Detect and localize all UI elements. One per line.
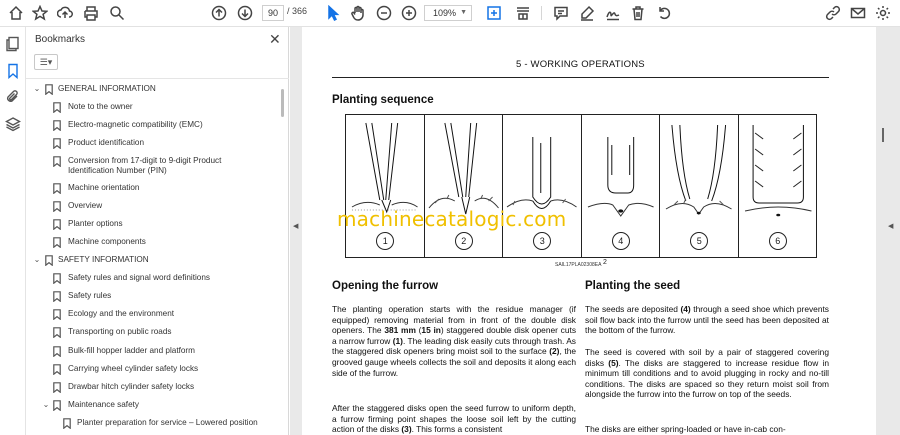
bookmark-flag-icon [63,418,71,429]
figure-step-number: 5 [690,232,708,250]
page-down-icon[interactable] [235,3,255,23]
bookmark-flag-icon [53,138,61,149]
bookmark-label: Machine orientation [68,183,140,192]
bookmark-label: SAFETY INFORMATION [58,255,149,264]
expand-toggle-icon[interactable]: ⌄ [42,400,50,409]
bookmark-item[interactable] [26,291,278,303]
bookmark-item[interactable] [26,400,278,412]
email-icon[interactable] [848,3,868,23]
bookmark-flag-icon [53,183,61,194]
col1-paragraph-1: The planting operation starts with the residue manager (if equipped) removing material from in front of the double disk openers. The 381 mm (15 in) staggered double disk opener cuts a narrow furrow (1). The leading disk easily cuts through trash. As the staggered disk openers bring moist soil to the surface (2), the grooved gauge wheels collects the soil and deposits it along each side of the furrow. [332,304,577,378]
bookmark-item[interactable] [26,382,278,394]
page-up-icon[interactable] [209,3,229,23]
list-options-icon: ☰▾ [39,57,53,67]
zoom-search-icon[interactable] [107,3,127,23]
toolbar [0,0,900,27]
bookmark-label-line-2: Identification Number (PIN) [68,166,167,175]
figure-panel [346,115,425,257]
bookmark-item[interactable] [26,84,278,96]
bookmark-item[interactable] [26,102,278,114]
toolbar-divider [541,6,542,20]
figure-index: 2 [603,259,607,266]
bookmark-label: Conversion from 17-digit to 9-digit Product [68,156,222,165]
bookmark-item[interactable] [26,120,278,132]
sign-icon[interactable] [603,3,623,23]
watermark: machinecatalogic.com [337,207,567,231]
bookmark-item[interactable] [26,364,278,376]
expand-right-icon[interactable]: ◀ [888,223,894,230]
star-icon[interactable] [30,3,50,23]
planting-sequence-figure [345,114,817,258]
figure-step-number: 2 [455,232,473,250]
bookmark-flag-icon [45,84,53,95]
figure-panel [660,115,739,257]
pdf-page [302,27,876,435]
bookmark-label: Maintenance safety [68,400,140,409]
bookmark-label: Planter preparation for service – Lowered position [77,418,258,427]
bookmark-flag-icon [53,219,61,230]
col2-heading: Planting the seed [585,280,681,292]
bookmark-flag-icon [45,255,53,266]
bookmark-item[interactable] [26,138,278,150]
bookmark-item[interactable] [26,327,278,339]
panel-title: Bookmarks [35,34,86,45]
home-icon[interactable] [6,3,26,23]
bookmark-label: Drawbar hitch cylinder safety locks [68,382,195,391]
bookmark-flag-icon [53,120,61,131]
keyboard-icon[interactable] [513,3,533,23]
bookmark-item[interactable] [26,156,278,175]
bookmark-item[interactable] [26,346,278,358]
bookmark-label: GENERAL INFORMATION [58,84,156,93]
gear-icon[interactable] [873,3,893,23]
select-arrow-icon[interactable] [323,3,343,23]
section-title: Planting sequence [332,94,434,106]
panel-scrollbar[interactable] [281,89,284,117]
col1-heading: Opening the furrow [332,280,439,292]
close-icon[interactable]: ✕ [269,31,281,47]
zoom-select[interactable] [424,5,472,21]
chevron-down-icon: ▼ [460,9,467,16]
bookmark-label: Ecology and the environment [68,309,175,318]
page-total: / 366 [287,6,308,16]
bookmark-item[interactable] [26,309,278,321]
col2-paragraph-2: The seed is covered with soil by a pair of staggered covering disks (5). The disks are staggered to increase residue flow in minimum till conditions and to avoid plugging in rocky and no-till conditions. The disks are spaced so they return moist soil from alongside the furrow into the furrow on top of the seeds. [585,347,829,400]
comment-icon[interactable] [551,3,571,23]
zoom-out-icon[interactable] [374,3,394,23]
bookmark-label: Planter options [68,219,123,228]
expand-toggle-icon[interactable]: ⌄ [33,255,41,264]
undo-icon[interactable] [654,3,674,23]
bookmark-flag-icon [53,346,61,357]
bookmark-list [26,79,278,435]
bookmarks-panel [26,27,289,435]
bookmark-label: Safety rules and signal word definitions [68,273,210,282]
document-scrollbar[interactable] [882,128,884,142]
bookmark-flag-icon [53,309,61,320]
bookmark-flag-icon [53,382,61,393]
bookmark-flag-icon [53,291,61,302]
bookmark-flag-icon [53,102,61,113]
expand-toggle-icon[interactable]: ⌄ [33,84,41,93]
bookmark-label: Electro-magnetic compatibility (EMC) [68,120,203,129]
col1-paragraph-2: After the staggered disks open the seed furrow to uniform depth, a furrow firming point shapes the loose soil left by the cutting action of the disks (3). This forms a consistent [332,403,576,435]
bookmark-label: Overview [68,201,103,210]
bookmark-label: Transporting on public roads [68,327,172,336]
bookmark-flag-icon [53,327,61,338]
bookmark-label: Carrying wheel cylinder safety locks [68,364,199,373]
bookmark-item[interactable] [26,273,278,285]
figure-panel [582,115,661,257]
bookmark-item[interactable] [26,219,278,231]
bookmark-item[interactable] [26,201,278,213]
bookmark-item[interactable] [26,255,278,267]
attachment-icon[interactable] [5,89,21,105]
bookmark-flag-icon [53,156,61,167]
layers-icon[interactable] [5,116,21,132]
bookmark-label: Safety rules [68,291,112,300]
fit-page-icon[interactable] [484,3,504,23]
col2-paragraph-3: The disks are either spring-loaded or have in-cab con- [585,424,786,434]
figure-panel [739,115,818,257]
bookmark-flag-icon [53,201,61,212]
hand-icon[interactable] [348,3,368,23]
bookmark-options-button[interactable] [34,54,58,70]
bookmark-flag-icon [53,400,61,411]
bookmark-item[interactable] [26,183,278,195]
bookmark-label: Bulk-fill hopper ladder and platform [68,346,195,355]
bookmark-label: Product identification [68,138,145,147]
figure-panel [503,115,582,257]
figure-step-number: 4 [612,232,630,250]
figure-step-number: 3 [533,232,551,250]
zoom-in-icon[interactable] [399,3,419,23]
header-rule [332,77,829,78]
figure-step-number: 6 [769,232,787,250]
bookmark-item[interactable] [26,237,278,249]
bookmark-flag-icon [53,237,61,248]
highlight-icon[interactable] [577,3,597,23]
bookmark-label: Machine components [68,237,146,246]
upload-icon[interactable] [55,3,75,23]
figure-code: SAIL17PLA02308EA [555,262,602,268]
zoom-value: 109% [433,8,457,18]
bookmark-item[interactable] [26,418,278,430]
figure-panel [425,115,504,257]
collapse-left-icon[interactable]: ◀ [293,223,299,230]
page-number-input[interactable]: 90 [262,5,284,21]
figure-step-number: 1 [376,232,394,250]
navigation-rail [0,27,26,435]
pages-icon[interactable] [5,36,21,52]
bookmark-flag-icon [53,364,61,375]
bookmark-flag-icon [53,273,61,284]
bookmark-label: Note to the owner [68,102,133,111]
link-icon[interactable] [823,3,843,23]
col2-paragraph-1: The seeds are deposited (4) through a seed shoe which prevents soil flow back into the furrow until the seed has been deposited at the bottom of the furrow. [585,304,829,336]
running-head: 5 - WORKING OPERATIONS [516,59,645,70]
delete-icon[interactable] [628,3,648,23]
print-icon[interactable] [81,3,101,23]
bookmark-icon[interactable] [5,63,21,79]
